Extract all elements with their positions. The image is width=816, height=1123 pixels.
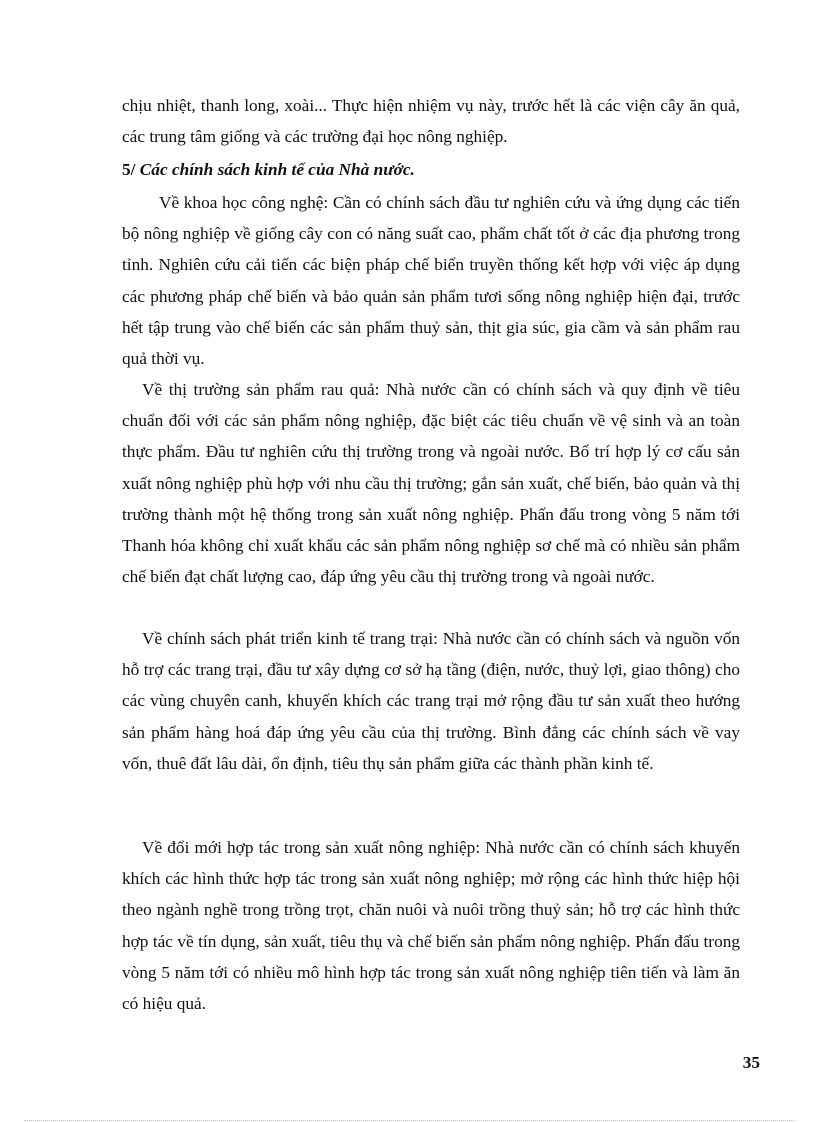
- continuation-paragraph: chịu nhiệt, thanh long, xoài... Thực hiện nhiệm vụ này, trước hết là các viện cây ăn quả, các trung tâm giống và các trường đại học nông nghiệp.: [122, 96, 740, 147]
- paragraph-farm-economy: Về chính sách phát triển kinh tế trang trại: Nhà nước cần có chính sách và nguồn vốn hỗ trợ các trang trại, đầu tư xây dựng cơ sở hạ tầng (điện, nước, thuỷ lợi, giao thông) cho các vùng chuyên canh, khuyến khích các trang trại mở rộng đầu tư sản xuất theo hướng sản phẩm hàng hoá đáp ứng yêu cầu của thị trường. Bình đẳng các chính sách về vay vốn, thuê đất lâu dài, ổn định, tiêu thụ sản phẩm giữa các thành phần kinh tế.: [122, 629, 740, 773]
- section-title: Các chính sách kinh tế của Nhà nước.: [139, 160, 415, 179]
- paragraph-vegetable-market: Về thị trường sản phẩm rau quả: Nhà nước cần có chính sách và quy định về tiêu chuẩn đối với các sản phẩm nông nghiệp, đặc biệt các tiêu chuẩn về vệ sinh và an toàn thực phẩm. Đầu tư nghiên cứu thị trường trong và ngoài nước. Bố trí hợp lý cơ cấu sản xuất nông nghiệp phù hợp với nhu cầu thị trường; gắn sản xuất, chế biến, bảo quản và thị trường thành một hệ thống trong sản xuất nông nghiệp. Phấn đấu trong vòng 5 năm tới Thanh hóa không chỉ xuất khẩu các sản phẩm nông nghiệp sơ chế mà có nhiều sản phẩm chế biến đạt chất lượng cao, đáp ứng yêu cầu thị trường trong và ngoài nước.: [122, 380, 740, 587]
- paragraph-cooperation: Về đổi mới hợp tác trong sản xuất nông nghiệp: Nhà nước cần có chính sách khuyến khích các hình thức hợp tác trong sản xuất nông nghiệp; mở rộng các hình thức hiệp hội theo ngành nghề trong trồng trọt, chăn nuôi và nuôi trồng thuỷ sản; hỗ trợ các hình thức hợp tác về tín dụng, sản xuất, tiêu thụ và chế biến sản phẩm nông nghiệp. Phấn đấu trong vòng 5 năm tới có nhiều mô hình hợp tác trong sản xuất nông nghiệp tiên tiến và làm ăn có hiệu quả.: [122, 838, 740, 1014]
- footer-divider: [24, 1120, 794, 1121]
- paragraph-science-technology: Về khoa học công nghệ: Cần có chính sách đầu tư nghiên cứu và ứng dụng các tiến bộ nông nghiệp về giống cây con có năng suất cao, phẩm chất tốt ở các địa phương trong tỉnh. Nghiên cứu cải tiến các biện pháp chế biến truyền thống kết hợp với việc áp dụng các phương pháp chế biến và bảo quản sản phẩm tươi sống nông nghiệp hiện đại, trước hết tập trung vào chế biến các sản phẩm thuỷ sản, thịt gia súc, gia cầm và sản phẩm rau quả thời vụ.: [122, 193, 740, 369]
- section-heading: [122, 157, 415, 183]
- page-number: 35: [742, 1053, 760, 1072]
- section-number: 5/: [122, 160, 136, 179]
